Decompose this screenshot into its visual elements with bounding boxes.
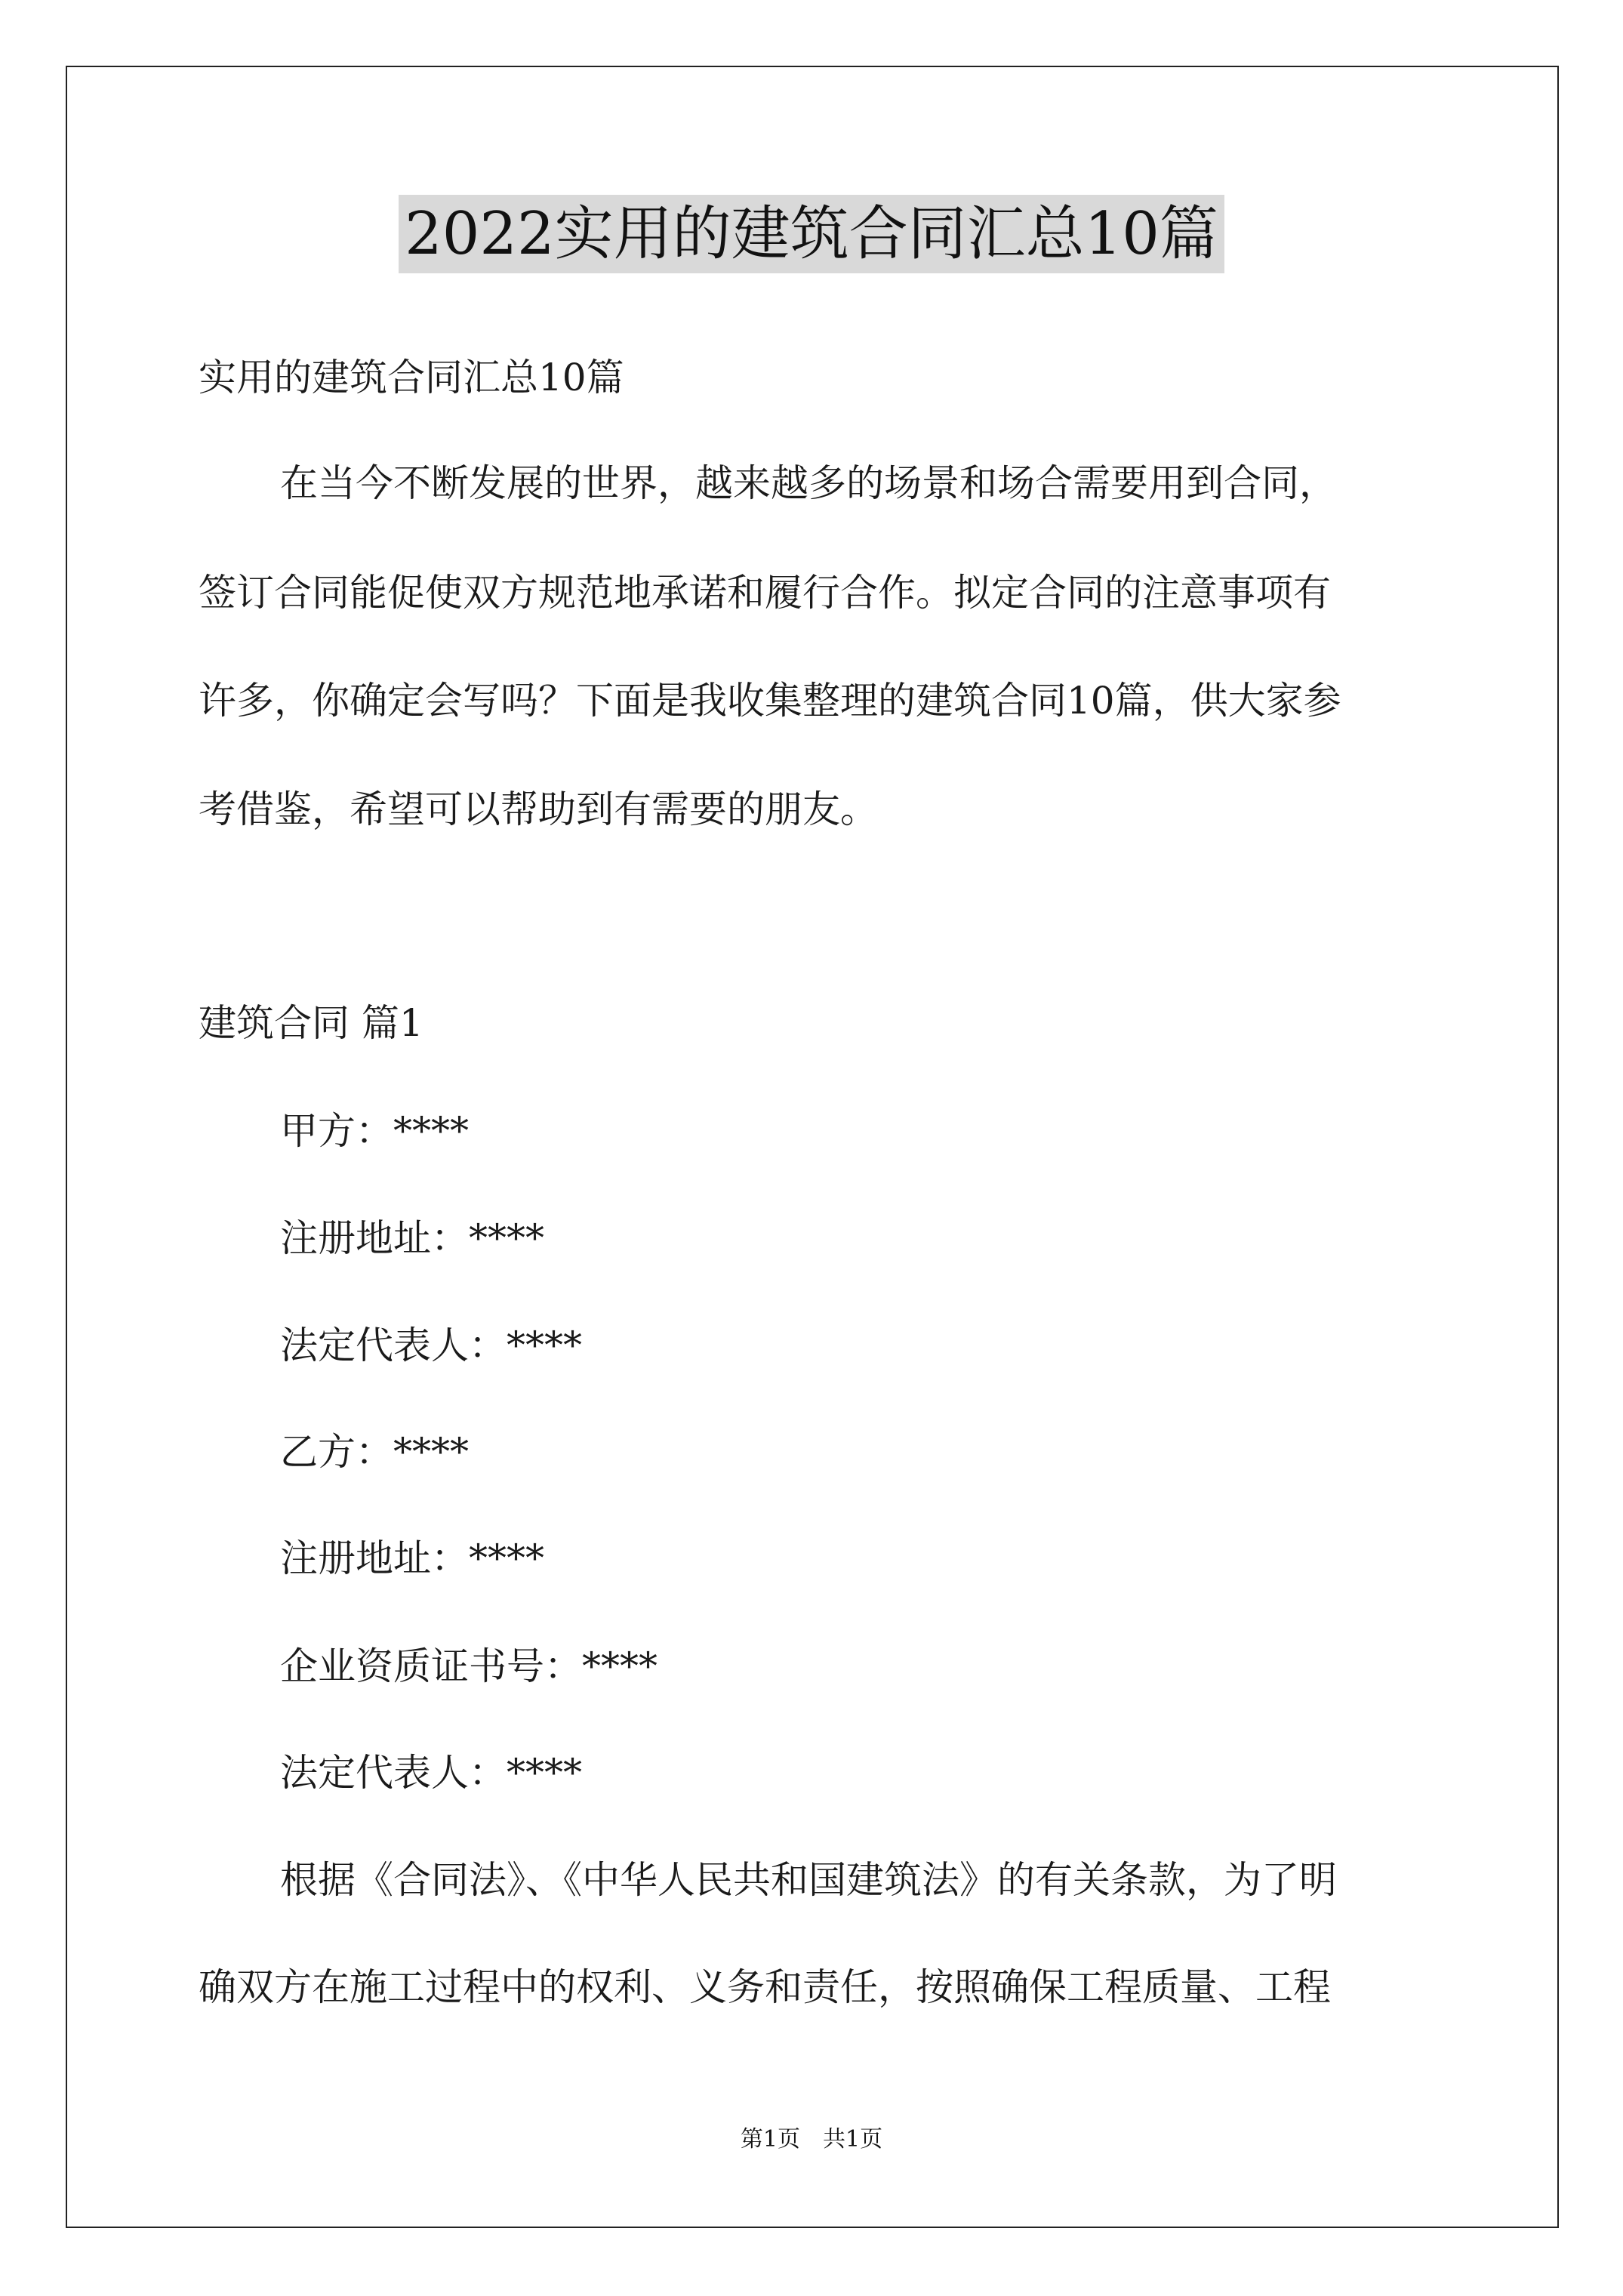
party-field: 甲方：**** bbox=[280, 1109, 469, 1153]
section-heading: 建筑合同 篇1 bbox=[199, 1001, 423, 1045]
title-wrap bbox=[0, 195, 1623, 273]
intro-line: 签订合同能促使双方规范地承诺和履行合作。拟定合同的注意事项有 bbox=[199, 571, 1331, 615]
party-field: 注册地址：**** bbox=[280, 1216, 544, 1260]
intro-line: 考借鉴，希望可以帮助到有需要的朋友。 bbox=[199, 787, 878, 831]
intro-line: 许多，你确定会写吗？下面是我收集整理的建筑合同10篇，供大家参 bbox=[199, 679, 1341, 723]
party-field: 法定代表人：**** bbox=[280, 1751, 582, 1795]
body-line: 确双方在施工过程中的权利、义务和责任，按照确保工程质量、工程 bbox=[199, 1965, 1331, 2009]
page-footer: 第1页 共1页 bbox=[740, 2126, 883, 2153]
party-field: 乙方：**** bbox=[280, 1430, 469, 1474]
party-field: 注册地址：**** bbox=[280, 1536, 544, 1580]
body-line: 根据《合同法》、《中华人民共和国建筑法》的有关条款，为了明 bbox=[280, 1858, 1337, 1902]
intro-line: 在当今不断发展的世界，越来越多的场景和场合需要用到合同， bbox=[280, 461, 1337, 505]
document-title: 2022实用的建筑合同汇总10篇 bbox=[399, 195, 1224, 273]
party-field: 企业资质证书号：**** bbox=[280, 1644, 658, 1688]
subtitle: 实用的建筑合同汇总10篇 bbox=[199, 356, 624, 399]
party-field: 法定代表人：**** bbox=[280, 1324, 582, 1367]
